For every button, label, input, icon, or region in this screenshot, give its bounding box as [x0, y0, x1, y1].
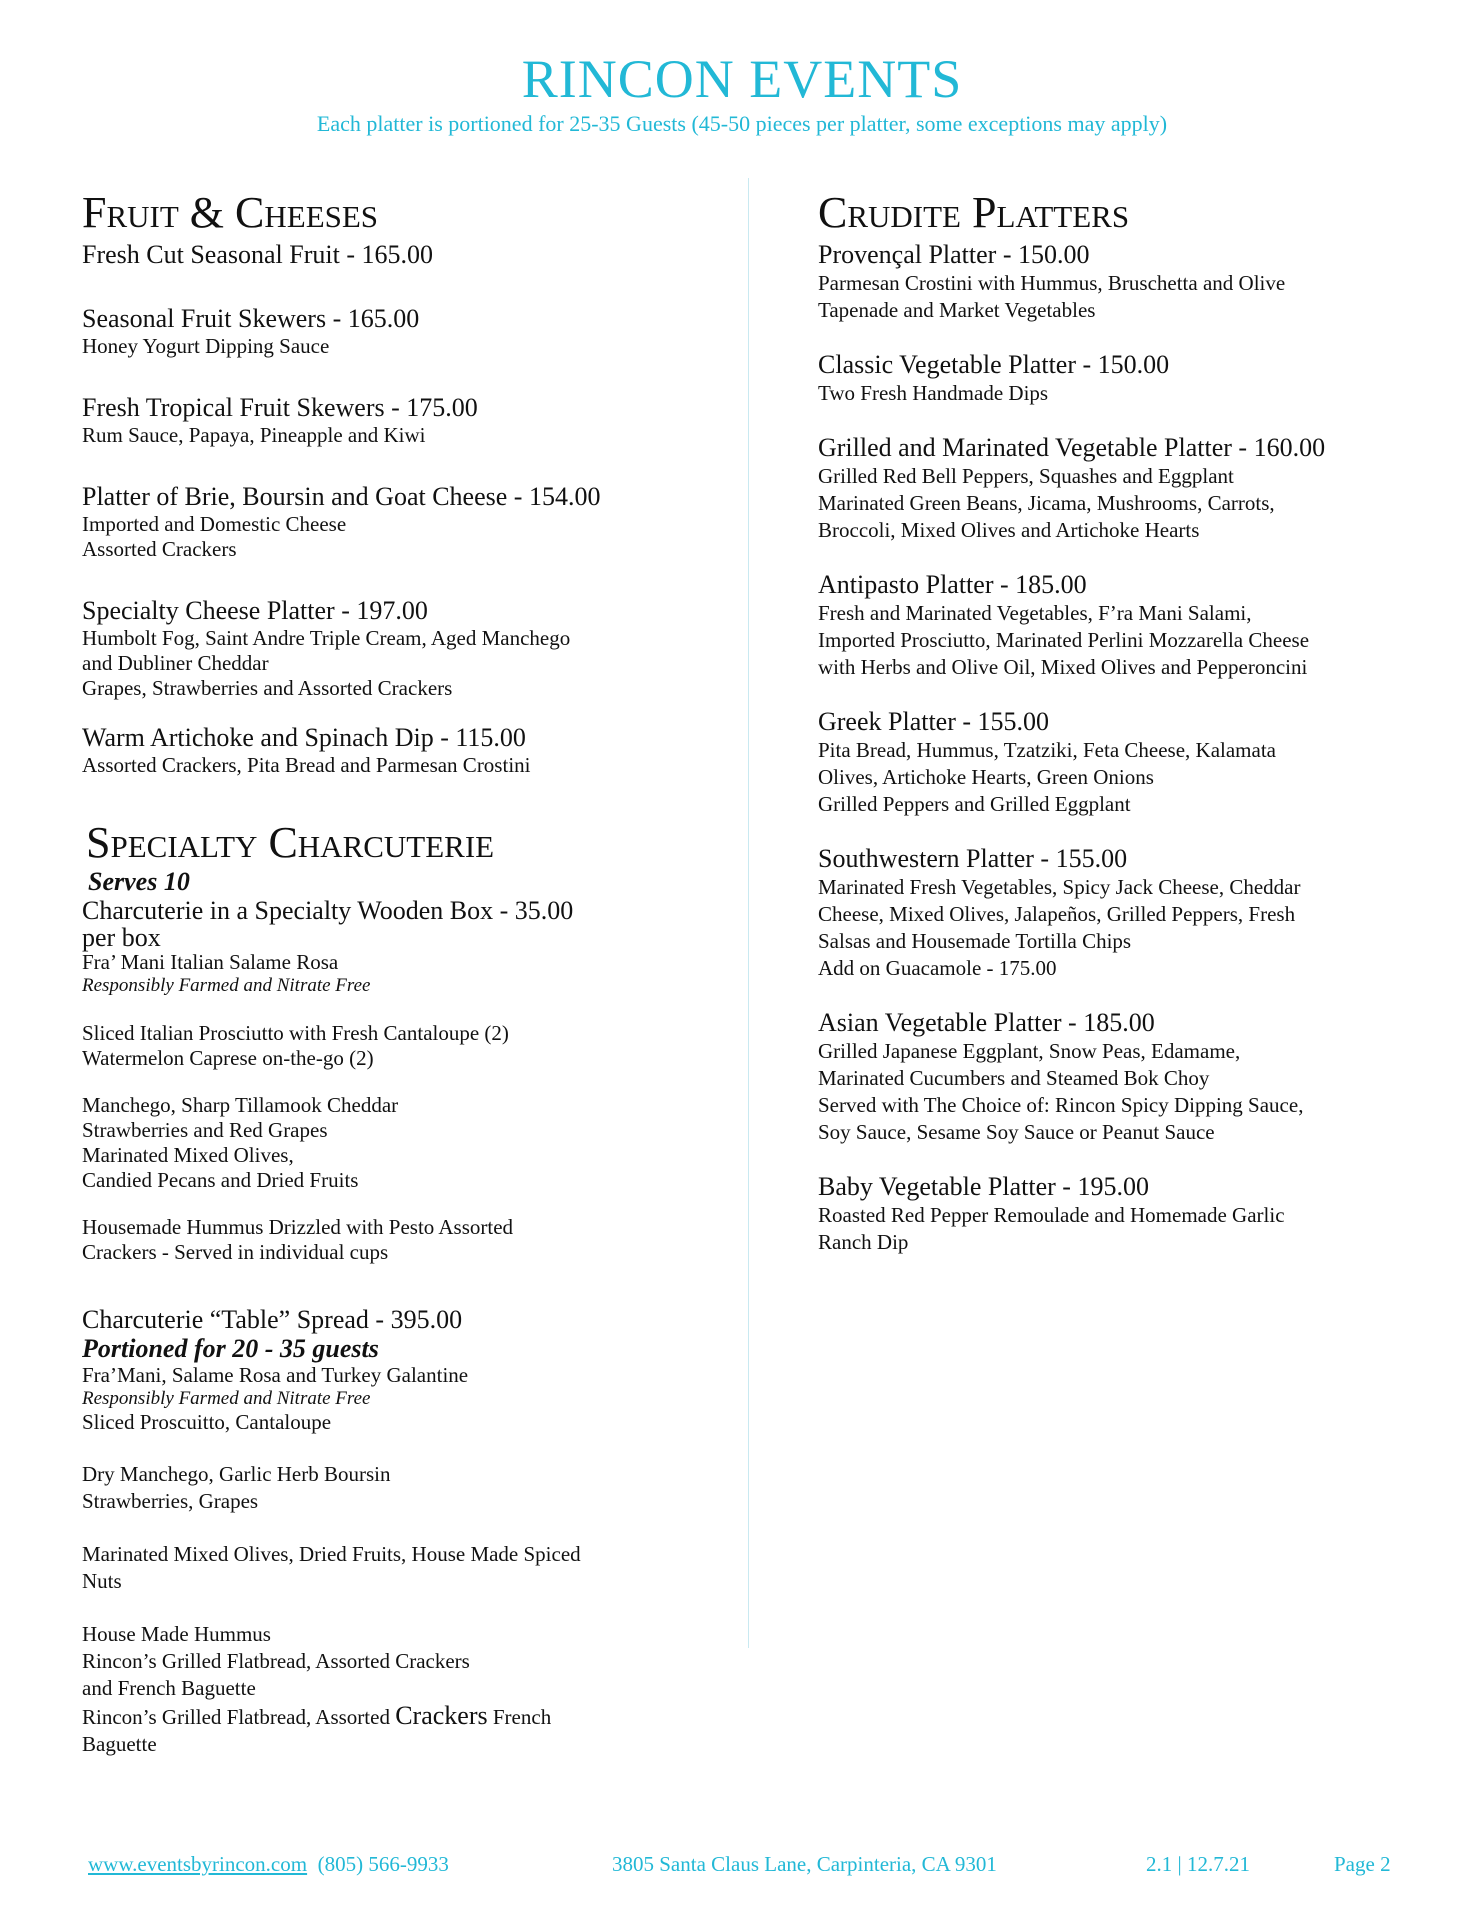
item-desc: Parmesan Crostini with Hummus, Bruschetta and Olive — [818, 271, 1286, 295]
item-desc: Grilled Red Bell Peppers, Squashes and Eggplant — [818, 464, 1234, 488]
item-desc: Marinated Mixed Olives, — [82, 1143, 294, 1167]
menu-item — [818, 433, 1418, 544]
item-desc: Grilled Peppers and Grilled Eggplant — [818, 792, 1131, 816]
item-desc: Rum Sauce, Papaya, Pineapple and Kiwi — [82, 423, 426, 447]
right-column — [818, 188, 1418, 1256]
item-desc: with Herbs and Olive Oil, Mixed Olives and Pepperoncini — [818, 655, 1308, 679]
portioned-note: Portioned for 20 - 35 guests — [82, 1334, 379, 1363]
section-title-crudite: Crudite Platters — [818, 188, 1130, 237]
item-desc: Housemade Hummus Drizzled with Pesto Assorted — [82, 1215, 514, 1239]
column-divider — [748, 178, 749, 1648]
menu-item — [82, 596, 722, 701]
menu-item — [82, 482, 722, 562]
menu-item — [82, 723, 722, 778]
item-title: Fresh Tropical Fruit Skewers - 175.00 — [82, 393, 478, 422]
item-desc: Olives, Artichoke Hearts, Green Onions — [818, 765, 1154, 789]
item-title: Antipasto Platter - 185.00 — [818, 570, 1087, 599]
text-fragment: French — [487, 1705, 552, 1729]
item-desc: Rincon’s Grilled Flatbread, Assorted Crackers — [82, 1649, 470, 1673]
item-desc: Grilled Japanese Eggplant, Snow Peas, Edamame, — [818, 1039, 1241, 1063]
serves-note: Serves 10 — [88, 867, 190, 896]
item-title: Southwestern Platter - 155.00 — [818, 844, 1128, 873]
item-desc: Crackers - Served in individual cups — [82, 1240, 389, 1264]
item-title: Baby Vegetable Platter - 195.00 — [818, 1172, 1149, 1201]
item-desc: Grapes, Strawberries and Assorted Crackers — [82, 676, 453, 700]
section-title-fruit-cheeses: Fruit & Cheeses — [82, 188, 379, 237]
item-desc: Watermelon Caprese on-the-go (2) — [82, 1046, 374, 1070]
page-title: RINCON EVENTS — [521, 49, 963, 109]
item-title: Specialty Cheese Platter - 197.00 — [82, 596, 428, 625]
item-desc: Broccoli, Mixed Olives and Artichoke Hearts — [818, 518, 1200, 542]
item-desc: Imported and Domestic Cheese — [82, 512, 347, 536]
menu-item — [82, 304, 722, 359]
item-title: Warm Artichoke and Spinach Dip - 115.00 — [82, 723, 526, 752]
item-title: Greek Platter - 155.00 — [818, 707, 1050, 736]
item-desc: Marinated Fresh Vegetables, Spicy Jack Cheese, Cheddar — [818, 875, 1301, 899]
footer-version: 2.1 | 12.7.21 — [1146, 1852, 1250, 1876]
item-desc: Strawberries, Grapes — [82, 1489, 259, 1513]
menu-item-charcuterie-table — [82, 1305, 722, 1758]
menu-item — [818, 240, 1418, 324]
item-desc: Assorted Crackers — [82, 537, 237, 561]
item-group — [82, 1021, 722, 1071]
item-desc: Nuts — [82, 1569, 122, 1593]
item-title: Classic Vegetable Platter - 150.00 — [818, 350, 1170, 379]
menu-item — [818, 1008, 1418, 1146]
item-desc: Imported Prosciutto, Marinated Perlini Mozzarella Cheese — [818, 628, 1310, 652]
item-group — [82, 1461, 722, 1515]
item-desc: Honey Yogurt Dipping Sauce — [82, 334, 330, 358]
item-desc: Marinated Mixed Olives, Dried Fruits, House Made Spiced — [82, 1542, 581, 1566]
item-title: Grilled and Marinated Vegetable Platter - 160.00 — [818, 433, 1326, 462]
item-title: Fresh Cut Seasonal Fruit - 165.00 — [82, 240, 433, 269]
phone-number: (805) 566-9933 — [317, 1852, 449, 1876]
item-group — [82, 1621, 722, 1758]
text-fragment: Crackers — [395, 1701, 488, 1730]
menu-item — [818, 707, 1418, 818]
item-desc: Tapenade and Market Vegetables — [818, 298, 1096, 322]
item-desc: Strawberries and Red Grapes — [82, 1118, 328, 1142]
item-desc: Fra’Mani, Salame Rosa and Turkey Galantine — [82, 1363, 469, 1387]
item-desc: Ranch Dip — [818, 1230, 909, 1254]
item-title: Charcuterie “Table” Spread - 395.00 — [82, 1305, 463, 1334]
item-desc: Marinated Green Beans, Jicama, Mushrooms, Carrots, — [818, 491, 1275, 515]
item-desc: House Made Hummus — [82, 1622, 271, 1646]
menu-item — [818, 844, 1418, 982]
item-desc: Add on Guacamole - 175.00 — [818, 956, 1057, 980]
item-desc: Assorted Crackers, Pita Bread and Parmesan Crostini — [82, 753, 531, 777]
item-desc: Fresh and Marinated Vegetables, F’ra Mani Salami, — [818, 601, 1252, 625]
item-desc: Pita Bread, Hummus, Tzatziki, Feta Cheese, Kalamata — [818, 738, 1276, 762]
italic-note: Responsibly Farmed and Nitrate Free — [82, 975, 371, 996]
item-title: Charcuterie in a Specialty Wooden Box - 35.00 — [82, 896, 574, 925]
menu-item — [818, 1172, 1418, 1256]
page-subtitle: Each platter is portioned for 25-35 Guests (45-50 pieces per platter, some exceptions may apply) — [316, 111, 1168, 136]
left-column — [82, 188, 722, 1758]
menu-item — [82, 393, 722, 448]
footer-contact — [88, 1852, 449, 1877]
item-title: Provençal Platter - 150.00 — [818, 240, 1090, 269]
section-title-charcuterie: Specialty Charcuterie — [86, 818, 495, 867]
header — [0, 48, 1484, 138]
item-desc: Humbolt Fog, Saint Andre Triple Cream, Aged Manchego — [82, 626, 571, 650]
item-desc: Cheese, Mixed Olives, Jalapeños, Grilled Peppers, Fresh — [818, 902, 1296, 926]
item-desc: Fra’ Mani Italian Salame Rosa — [82, 950, 339, 974]
item-title: Seasonal Fruit Skewers - 165.00 — [82, 304, 420, 333]
item-title: Platter of Brie, Boursin and Goat Cheese - 154.00 — [82, 482, 601, 511]
item-desc: Sliced Proscuitto, Cantaloupe — [82, 1410, 332, 1434]
item-desc: Soy Sauce, Sesame Soy Sauce or Peanut Sauce — [818, 1120, 1215, 1144]
item-desc: Sliced Italian Prosciutto with Fresh Cantaloupe (2) — [82, 1021, 509, 1045]
item-desc: Two Fresh Handmade Dips — [818, 381, 1049, 405]
item-desc: and French Baguette — [82, 1676, 256, 1700]
item-desc — [82, 1702, 722, 1731]
item-group — [82, 1541, 722, 1595]
item-desc: Roasted Red Pepper Remoulade and Homemade Garlic — [818, 1203, 1285, 1227]
item-desc: Salsas and Housemade Tortilla Chips — [818, 929, 1132, 953]
footer — [0, 1852, 1484, 1882]
item-desc: Dry Manchego, Garlic Herb Boursin — [82, 1462, 391, 1486]
item-desc: Manchego, Sharp Tillamook Cheddar — [82, 1093, 399, 1117]
footer-page-number: Page 2 — [1334, 1852, 1391, 1876]
text-fragment: Rincon’s Grilled Flatbread, Assorted — [82, 1705, 396, 1729]
item-desc: Baguette — [82, 1732, 157, 1756]
menu-item — [82, 240, 722, 270]
item-desc: Marinated Cucumbers and Steamed Bok Choy — [818, 1066, 1210, 1090]
item-title: Asian Vegetable Platter - 185.00 — [818, 1008, 1155, 1037]
item-desc: Candied Pecans and Dried Fruits — [82, 1168, 359, 1192]
item-desc: and Dubliner Cheddar — [82, 651, 269, 675]
menu-item-charcuterie-box — [82, 896, 722, 1265]
item-desc: Served with The Choice of: Rincon Spicy Dipping Sauce, — [818, 1093, 1304, 1117]
menu-item — [818, 570, 1418, 681]
item-title-cont: per box — [82, 923, 161, 952]
item-group — [82, 1093, 722, 1193]
menu-item — [818, 350, 1418, 407]
footer-address: 3805 Santa Claus Lane, Carpinteria, CA 9301 — [612, 1852, 997, 1876]
item-group — [82, 1215, 722, 1265]
website-link[interactable]: www.eventsbyrincon.com — [88, 1852, 308, 1876]
italic-note: Responsibly Farmed and Nitrate Free — [82, 1388, 371, 1409]
